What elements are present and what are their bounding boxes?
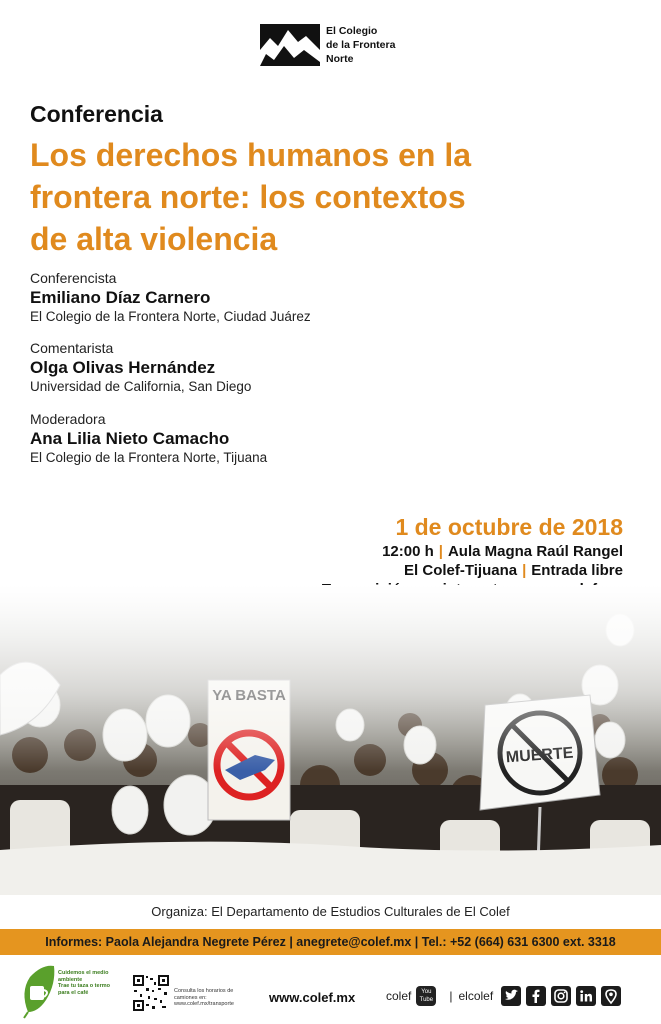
eco-cup-icon (20, 962, 58, 1020)
event-venue: El Colef-Tijuana (404, 562, 518, 579)
qr-caption: Consulta los horarios de camiones en: www.colef.mx/transporte (174, 988, 234, 1007)
logo-mountain-icon (260, 24, 320, 66)
separator: | (438, 543, 443, 560)
divider: | (449, 989, 453, 1003)
event-time: 12:00 h (382, 543, 434, 560)
footer (0, 958, 661, 1024)
speaker-role: Conferencista (30, 270, 117, 286)
title-line-1: Los derechos humanos en la (30, 137, 471, 173)
colef-label: colef (386, 989, 412, 1003)
logo-line-2: de la Frontera (326, 39, 396, 51)
event-title (30, 134, 630, 260)
elcolef-label: elcolef (458, 989, 494, 1003)
protest-photo (0, 585, 661, 895)
instagram-icon[interactable] (551, 986, 571, 1006)
event-time-room (322, 542, 623, 561)
event-type: Conferencia (30, 101, 163, 127)
separator: | (522, 562, 527, 579)
moderator-role: Moderadora (30, 411, 106, 427)
website-link[interactable]: www.colef.mx (269, 990, 356, 1005)
twitter-icon[interactable] (501, 986, 521, 1006)
commentator-institution: Universidad de California, San Diego (30, 379, 252, 394)
event-room: Aula Magna Raúl Rangel (447, 543, 623, 560)
event-venue-entry (322, 561, 623, 580)
eco-body: Trae tu taza o termo para el café (58, 983, 110, 996)
moderator-institution: El Colegio de la Frontera Norte, Tijuana (30, 450, 268, 465)
organizer-line: Organiza: El Departamento de Estudios Culturales de El Colef (151, 904, 510, 919)
moderator-name: Ana Lilia Nieto Camacho (30, 429, 230, 448)
qr-code-icon[interactable] (132, 974, 170, 1012)
logo-text (326, 24, 406, 66)
commentator-block (30, 340, 251, 395)
speaker-block (30, 270, 311, 325)
facebook-icon[interactable] (526, 986, 546, 1006)
eco-message (58, 970, 118, 996)
logo-line-3: Norte (326, 53, 354, 65)
eco-title: Cuidemos el medio ambiente (58, 970, 109, 983)
social-links (386, 986, 621, 1006)
event-entry: Entrada libre (531, 562, 623, 579)
moderator-block (30, 411, 267, 466)
location-icon[interactable] (601, 986, 621, 1006)
contact-bar: Informes: Paola Alejandra Negrete Pérez | anegrete@colef.mx | Tel.: +52 (664) 631 6300 ext. 3318 (0, 929, 661, 955)
logo-line-1: El Colegio (326, 25, 378, 37)
title-line-2: frontera norte: los contextos (30, 179, 466, 215)
commentator-role: Comentarista (30, 340, 114, 356)
colef-logo (260, 24, 406, 66)
event-date: 1 de octubre de 2018 (395, 514, 623, 540)
protest-photo-art (0, 585, 661, 895)
youtube-icon[interactable]: You Tube (416, 986, 436, 1006)
linkedin-icon[interactable] (576, 986, 596, 1006)
title-line-3: de alta violencia (30, 221, 278, 257)
speaker-institution: El Colegio de la Frontera Norte, Ciudad Juárez (30, 309, 311, 324)
commentator-name: Olga Olivas Hernández (30, 358, 216, 377)
speaker-name: Emiliano Díaz Carnero (30, 288, 211, 307)
